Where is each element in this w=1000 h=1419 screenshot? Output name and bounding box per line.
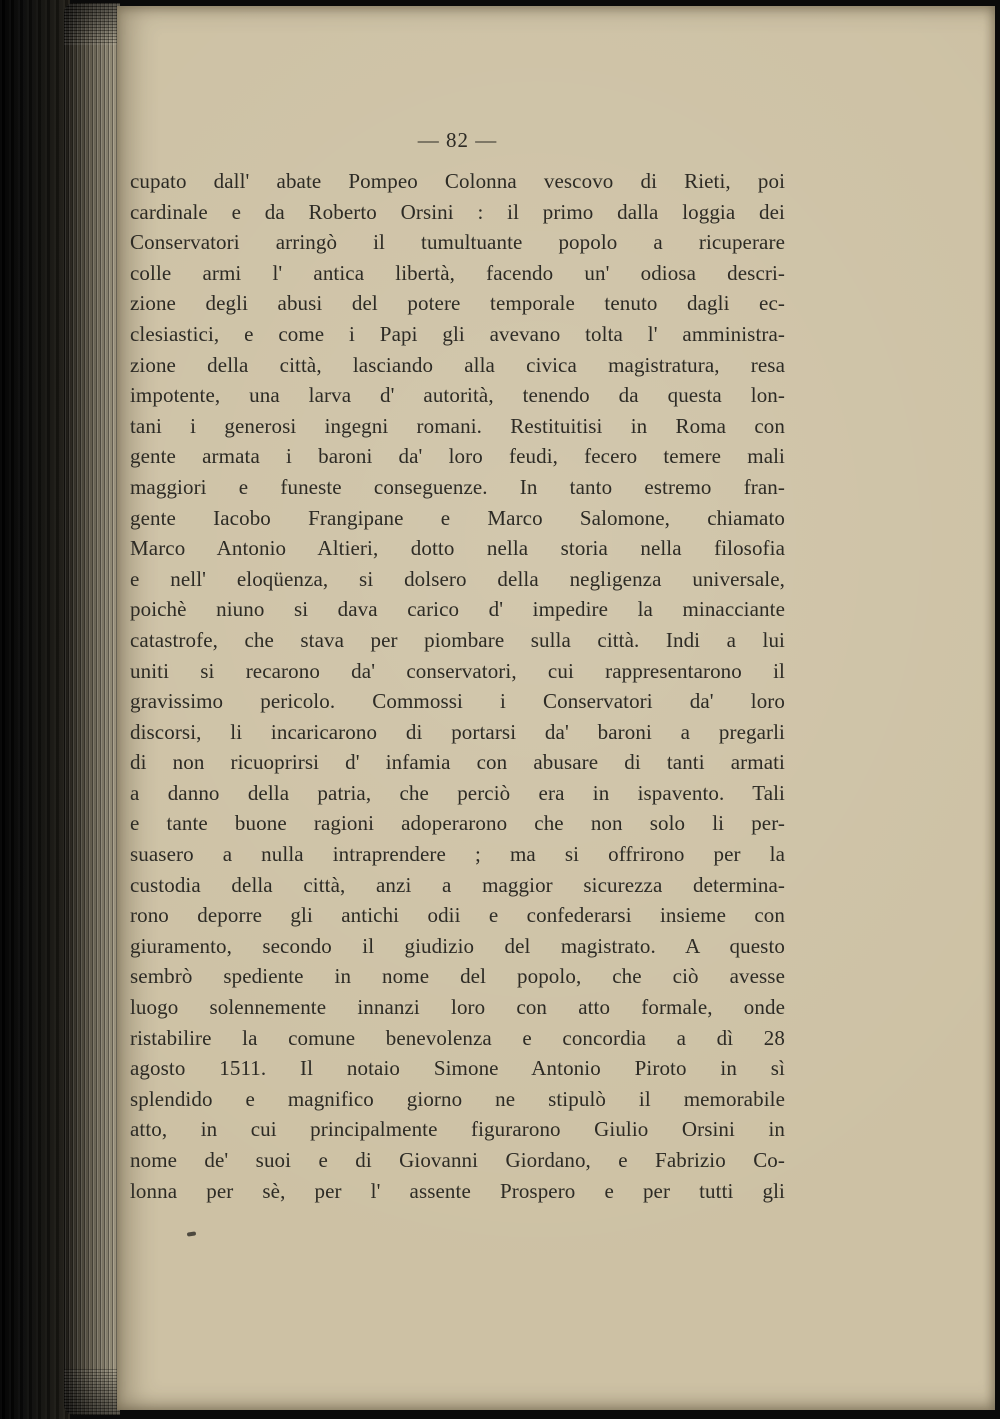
body-text bbox=[130, 166, 785, 1206]
text-line: zione degli abusi del potere temporale tenuto dagli ec- bbox=[130, 291, 785, 316]
ink-speck bbox=[187, 1231, 196, 1236]
text-line: nome de' suoi e di Giovanni Giordano, e Fabrizio Co- bbox=[130, 1148, 785, 1172]
text-line: Conservatori arringò il tumultuante popolo a ricuperare bbox=[130, 230, 785, 255]
text-line: uniti si recarono da' conservatori, cui rappresentarono il bbox=[130, 658, 785, 683]
text-line: agosto 1511. Il notaio Simone Antonio Piroto in sì bbox=[130, 1056, 785, 1081]
text-line: giuramento, secondo il giudizio del magistrato. A questo bbox=[130, 933, 785, 958]
text-line: e nell' eloqüenza, si dolsero della negligenza universale, bbox=[130, 566, 785, 591]
book-binding bbox=[0, 0, 70, 1419]
text-line: colle armi l' antica libertà, facendo un' odiosa descri- bbox=[130, 260, 785, 285]
text-line: discorsi, li incaricarono di portarsi da' baroni a pregarli bbox=[130, 719, 785, 744]
text-line: di non ricuoprirsi d' infamia con abusare di tanti armati bbox=[130, 750, 785, 775]
text-line: Marco Antonio Altieri, dotto nella storia nella filosofia bbox=[130, 536, 785, 561]
text-line: tani i generosi ingegni romani. Restituitisi in Roma con bbox=[130, 413, 785, 438]
text-line: e tante buone ragioni adoperarono che non solo li per- bbox=[130, 811, 785, 836]
text-line: catastrofe, che stava per piombare sulla città. Indi a lui bbox=[130, 627, 785, 652]
text-line: zione della città, lasciando alla civica magistratura, resa bbox=[130, 352, 785, 377]
text-line: cupato dall' abate Pompeo Colonna vescovo di Rieti, poi bbox=[130, 169, 785, 193]
text-line: gente Iacobo Frangipane e Marco Salomone, chiamato bbox=[130, 505, 785, 530]
page-edge-stack bbox=[64, 3, 120, 1415]
text-line: atto, in cui principalmente figurarono Giulio Orsini in bbox=[130, 1117, 785, 1142]
page-number: — 82 — bbox=[417, 128, 498, 152]
text-line: splendido e magnifico giorno ne stipulò il memorabile bbox=[130, 1086, 785, 1111]
text-line: impotente, una larva d' autorità, tenendo da questa lon- bbox=[130, 383, 785, 408]
text-line: rono deporre gli antichi odii e confederarsi insieme con bbox=[130, 903, 785, 928]
text-line: a danno della patria, che perciò era in ispavento. Tali bbox=[130, 780, 785, 805]
text-line: gente armata i baroni da' loro feudi, fecero temere mali bbox=[130, 444, 785, 469]
text-line: suasero a nulla intraprendere ; ma si offrirono per la bbox=[130, 842, 785, 867]
text-line: maggiori e funeste conseguenze. In tanto estremo fran- bbox=[130, 474, 785, 499]
text-line: clesiastici, e come i Papi gli avevano tolta l' amministra- bbox=[130, 321, 785, 346]
text-line: gravissimo pericolo. Commossi i Conservatori da' loro bbox=[130, 689, 785, 714]
text-line: poichè niuno si dava carico d' impedire la minacciante bbox=[130, 597, 785, 622]
text-line: luogo solennemente innanzi loro con atto formale, onde bbox=[130, 995, 785, 1020]
text-line: cardinale e da Roberto Orsini : il primo dalla loggia dei bbox=[130, 199, 785, 224]
text-line: custodia della città, anzi a maggior sicurezza determina- bbox=[130, 872, 785, 897]
text-line: lonna per sè, per l' assente Prospero e per tutti gli bbox=[130, 1178, 785, 1203]
text-line: sembrò spediente in nome del popolo, che ciò avesse bbox=[130, 964, 785, 989]
text-line: ristabilire la comune benevolenza e concordia a dì 28 bbox=[130, 1025, 785, 1050]
